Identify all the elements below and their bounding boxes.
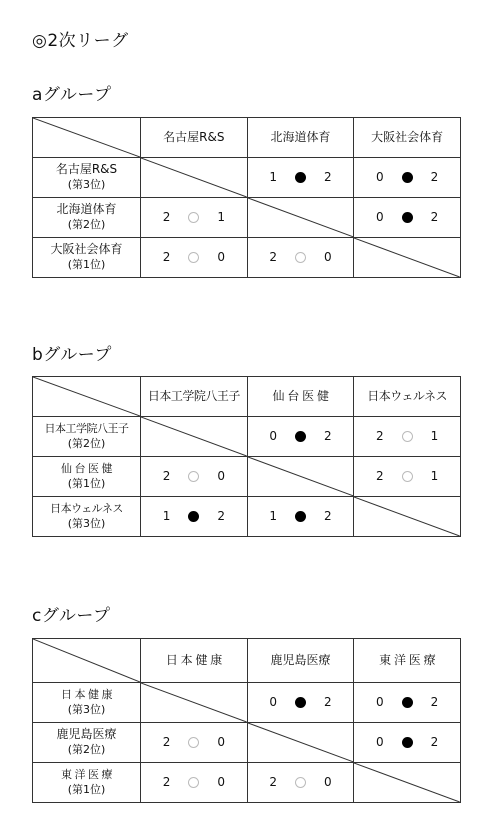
match-result-cell: [247, 417, 354, 457]
self-match-cell: [141, 683, 248, 723]
league-table: [32, 376, 461, 537]
score-left: 0: [269, 694, 277, 709]
match-result-cell: [354, 683, 461, 723]
league-table: [32, 638, 461, 803]
league-table: [32, 117, 461, 278]
score-left: 2: [162, 468, 171, 483]
team-name: 仙 台 医 健: [61, 461, 112, 475]
page-title: ◎2次リーグ: [32, 31, 129, 51]
team-rank: (第3位): [67, 178, 106, 192]
table-row: [33, 457, 461, 497]
match-result-cell: [141, 457, 248, 497]
score-right: 0: [323, 249, 332, 264]
team-rank: (第2位): [67, 218, 106, 232]
score-left: 2: [162, 774, 171, 789]
score-right: 2: [323, 694, 332, 709]
score-left: 0: [376, 734, 384, 749]
win-mark-icon: [188, 252, 199, 263]
team-rank: (第3位): [67, 516, 106, 530]
table-row: [33, 198, 461, 238]
team-rank: (第3位): [67, 702, 106, 716]
team-rank: (第1位): [67, 476, 106, 490]
column-header-team: 日本ウェルネス: [354, 377, 461, 417]
group-title: cグループ: [32, 606, 111, 626]
team-name: 鹿児島医療: [56, 727, 117, 742]
self-match-cell: [354, 763, 461, 803]
match-result-cell: [354, 457, 461, 497]
score-right: 1: [430, 428, 439, 443]
self-match-cell: [141, 158, 248, 198]
lose-mark-icon: [402, 697, 413, 708]
match-result-cell: [354, 158, 461, 198]
win-mark-icon: [402, 431, 413, 442]
lose-mark-icon: [295, 697, 306, 708]
row-header-team: [33, 683, 141, 723]
self-match-cell: [141, 417, 248, 457]
self-match-cell: [354, 238, 461, 278]
corner-cell: [33, 639, 141, 683]
score-right: 2: [430, 734, 439, 749]
table-row: [33, 238, 461, 278]
team-name: 東 洋 医 療: [61, 767, 112, 781]
match-result-cell: [247, 763, 354, 803]
table-row: [33, 683, 461, 723]
table-row: [33, 417, 461, 457]
column-header-team: 北海道体育: [247, 118, 354, 158]
column-header-team: 日 本 健 康: [141, 639, 248, 683]
score-left: 0: [376, 169, 384, 184]
match-result-cell: [141, 763, 248, 803]
score-right: 0: [217, 249, 225, 264]
lose-mark-icon: [295, 172, 306, 183]
lose-mark-icon: [295, 431, 306, 442]
team-name: 日 本 健 康: [61, 687, 112, 701]
lose-mark-icon: [295, 511, 306, 522]
corner-cell: [33, 118, 141, 158]
self-match-cell: [247, 723, 354, 763]
column-header-team: 名古屋R&S: [141, 118, 248, 158]
table-row: [33, 763, 461, 803]
team-name: 名古屋R&S: [55, 162, 118, 177]
row-header-team: [33, 723, 141, 763]
column-header-team: 仙 台 医 健: [247, 377, 354, 417]
row-header-team: [33, 198, 141, 238]
team-rank: (第2位): [67, 436, 106, 450]
team-name: 北海道体育: [56, 202, 117, 217]
score-right: 2: [323, 428, 332, 443]
lose-mark-icon: [402, 737, 413, 748]
score-right: 2: [430, 694, 439, 709]
score-left: 0: [269, 428, 277, 443]
score-left: 2: [162, 249, 171, 264]
win-mark-icon: [188, 737, 199, 748]
group-title: aグループ: [32, 85, 112, 105]
match-result-cell: [141, 198, 248, 238]
table-row: [33, 158, 461, 198]
column-header-team: 鹿児島医療: [247, 639, 354, 683]
team-name: 大阪社会体育: [50, 242, 123, 257]
win-mark-icon: [295, 777, 306, 788]
score-left: 1: [269, 169, 277, 184]
row-header-team: [33, 457, 141, 497]
team-name: 日本ウェルネス: [50, 501, 123, 515]
win-mark-icon: [295, 252, 306, 263]
score-left: 2: [269, 249, 277, 264]
self-match-cell: [247, 198, 354, 238]
score-right: 1: [217, 209, 225, 224]
row-header-team: [33, 497, 141, 537]
match-result-cell: [141, 238, 248, 278]
column-header-team: 大阪社会体育: [354, 118, 461, 158]
team-rank: (第2位): [67, 743, 106, 757]
match-result-cell: [354, 417, 461, 457]
score-left: 2: [269, 774, 277, 789]
score-right: 0: [217, 774, 225, 789]
table-row: [33, 497, 461, 537]
row-header-team: [33, 158, 141, 198]
win-mark-icon: [188, 212, 199, 223]
score-right: 2: [430, 169, 439, 184]
score-right: 2: [323, 508, 332, 523]
score-left: 2: [162, 734, 171, 749]
column-header-team: 日本工学院八王子: [141, 377, 248, 417]
table-row: [33, 723, 461, 763]
lose-mark-icon: [188, 511, 199, 522]
match-result-cell: [354, 198, 461, 238]
match-result-cell: [247, 238, 354, 278]
group-title: bグループ: [32, 345, 112, 365]
row-header-team: [33, 238, 141, 278]
score-left: 0: [376, 694, 384, 709]
row-header-team: [33, 417, 141, 457]
score-right: 2: [217, 508, 225, 523]
team-rank: (第1位): [67, 258, 106, 272]
lose-mark-icon: [402, 212, 413, 223]
match-result-cell: [141, 723, 248, 763]
score-left: 0: [376, 209, 384, 224]
match-result-cell: [141, 497, 248, 537]
team-rank: (第1位): [67, 782, 106, 796]
score-right: 1: [430, 468, 439, 483]
score-left: 2: [376, 468, 384, 483]
score-left: 2: [376, 428, 384, 443]
score-right: 2: [323, 169, 332, 184]
score-right: 2: [430, 209, 439, 224]
match-result-cell: [354, 723, 461, 763]
score-right: 0: [323, 774, 332, 789]
score-right: 0: [217, 468, 225, 483]
score-left: 1: [162, 508, 171, 523]
self-match-cell: [247, 457, 354, 497]
win-mark-icon: [402, 471, 413, 482]
win-mark-icon: [188, 471, 199, 482]
self-match-cell: [354, 497, 461, 537]
lose-mark-icon: [402, 172, 413, 183]
match-result-cell: [247, 683, 354, 723]
score-right: 0: [217, 734, 225, 749]
match-result-cell: [247, 158, 354, 198]
score-left: 1: [269, 508, 277, 523]
column-header-team: 東 洋 医 療: [354, 639, 461, 683]
team-name: 日本工学院八王子: [44, 421, 129, 435]
match-result-cell: [247, 497, 354, 537]
row-header-team: [33, 763, 141, 803]
score-left: 2: [162, 209, 171, 224]
corner-cell: [33, 377, 141, 417]
win-mark-icon: [188, 777, 199, 788]
